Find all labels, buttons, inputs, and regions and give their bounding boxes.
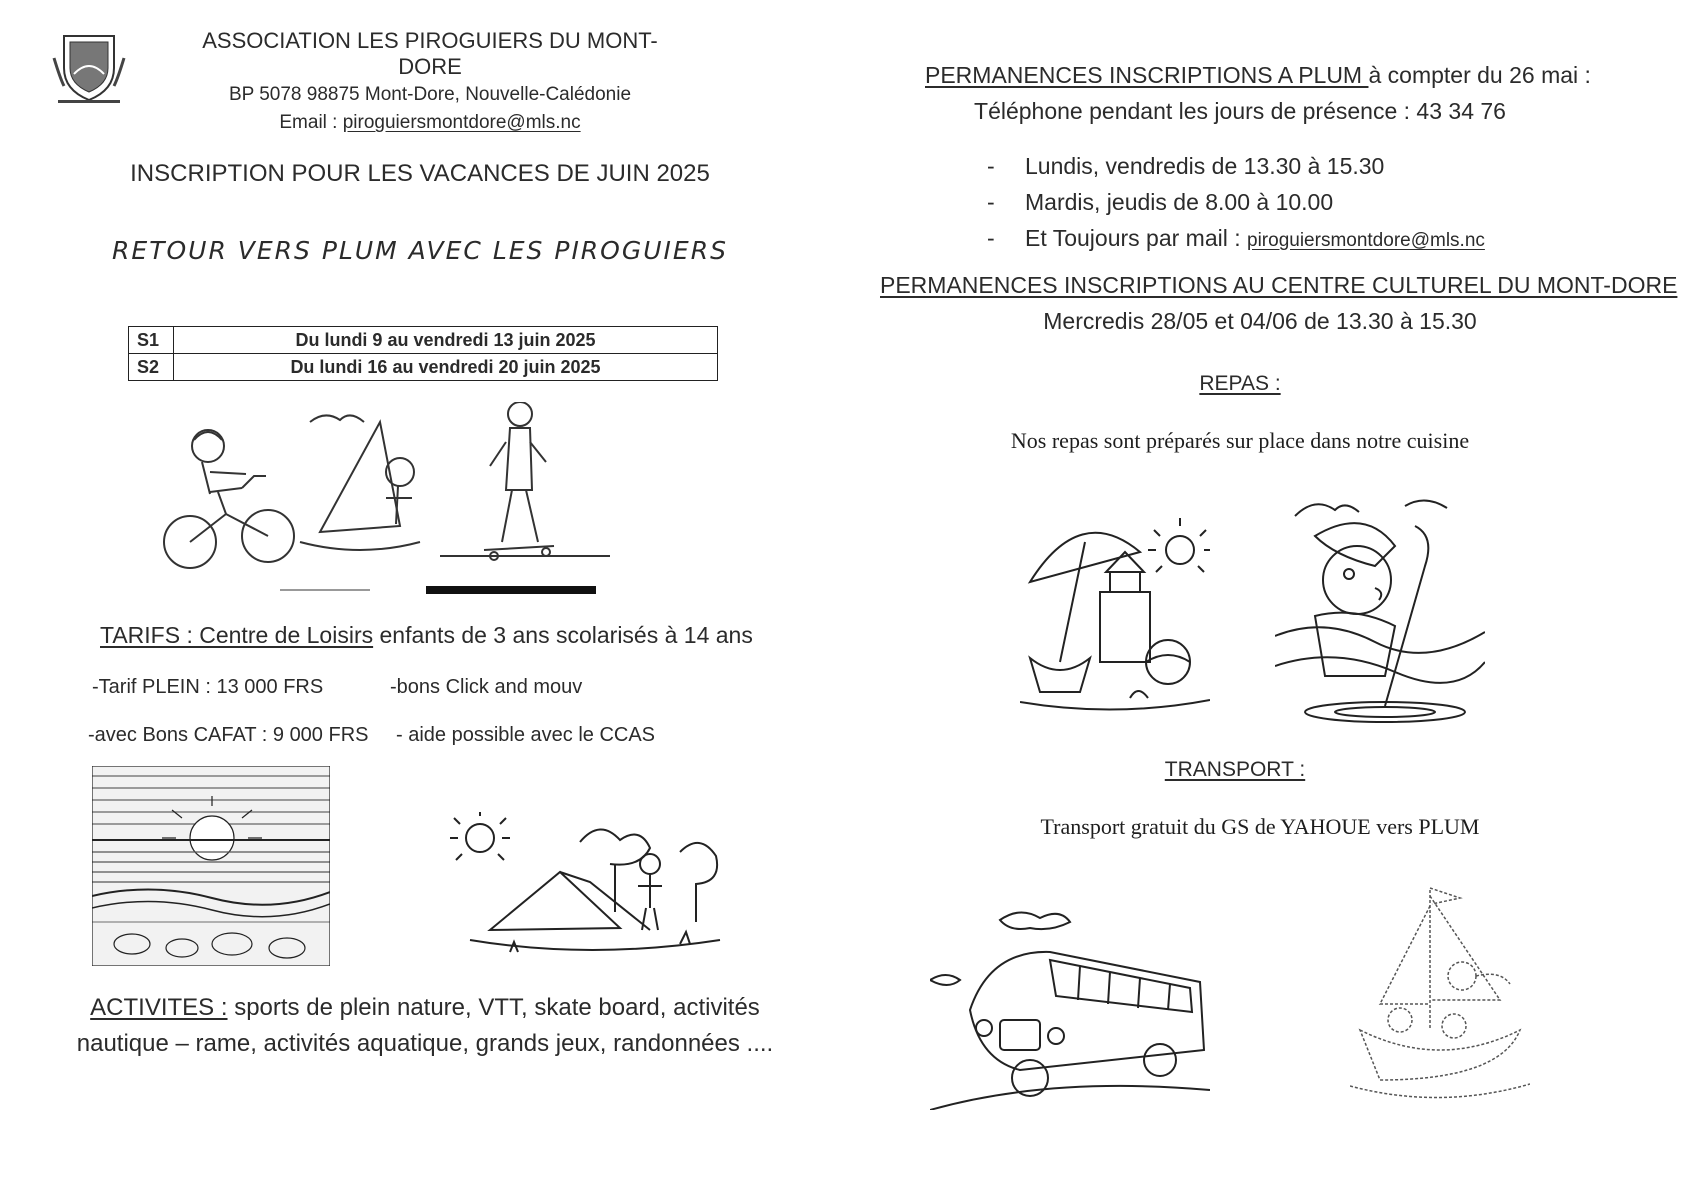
email-link[interactable]: piroguiersmontdore@mls.nc xyxy=(1247,230,1485,251)
tarif-plein: -Tarif PLEIN : 13 000 FRS xyxy=(92,676,324,698)
permanences-plum-heading: PERMANENCES INSCRIPTIONS A PLUM xyxy=(925,62,1369,88)
list-item xyxy=(987,184,1485,220)
sailboard-drawing xyxy=(300,415,420,550)
inscription-title: INSCRIPTION POUR LES VACANCES DE JUIN 2025 xyxy=(130,160,710,187)
transport-heading: TRANSPORT : xyxy=(1164,758,1306,781)
list-item-text: Lundis, vendredis de 13.30 à 15.30 xyxy=(1025,153,1385,179)
activites-heading: ACTIVITES : xyxy=(90,994,228,1021)
list-item-text: Mardis, jeudis de 8.00 à 10.00 xyxy=(1025,189,1334,215)
retour-title: RETOUR VERS PLUM AVEC LES PIROGUIERS xyxy=(112,236,728,265)
session-dates: Du lundi 16 au vendredi 20 juin 2025 xyxy=(174,354,718,381)
association-logo xyxy=(50,28,128,106)
camping-illustration xyxy=(450,812,730,962)
association-name: ASSOCIATION LES PIROGUIERS DU MONT-DORE xyxy=(202,28,658,79)
list-dash: - xyxy=(987,189,995,215)
sessions-table xyxy=(128,326,718,381)
tarif-cafat: -avec Bons CAFAT : 9 000 FRS xyxy=(88,724,369,746)
permanences-plum-start: à compter du 26 mai : xyxy=(1368,62,1591,88)
cyclist-drawing xyxy=(164,430,294,568)
table-row xyxy=(129,327,718,354)
repas-text: Nos repas sont préparés sur place dans notre cuisine xyxy=(1010,428,1470,453)
session-code: S1 xyxy=(129,327,174,354)
sunset-beach-illustration xyxy=(92,766,330,966)
table-row xyxy=(129,354,718,381)
repas-heading: REPAS : xyxy=(1199,372,1281,395)
activites-section xyxy=(60,990,790,1062)
association-email-line xyxy=(180,112,680,134)
sailboat-kids-illustration xyxy=(1350,880,1530,1100)
list-item xyxy=(987,220,1485,256)
permanences-centre-dates: Mercredis 28/05 et 04/06 de 13.30 à 15.30 xyxy=(1043,308,1477,334)
permanences-phone: Téléphone pendant les jours de présence : 43 34 76 xyxy=(974,98,1506,124)
email-link[interactable]: piroguiersmontdore@mls.nc xyxy=(342,112,581,133)
aide-ccas: - aide possible avec le CCAS xyxy=(396,724,656,746)
activites-text: sports de plein nature, VTT, skate board, activités nautique – rame, activités aquatique, grands jeux, randonnées .... xyxy=(76,994,774,1057)
tarifs-heading: TARIFS : Centre de Loisirs xyxy=(100,622,374,648)
session-dates: Du lundi 9 au vendredi 13 juin 2025 xyxy=(174,327,718,354)
list-dash: - xyxy=(987,225,995,251)
bus-illustration xyxy=(930,900,1210,1110)
list-item xyxy=(987,148,1485,184)
email-label: Email : xyxy=(279,112,343,133)
list-item-text: Et Toujours par mail : xyxy=(1025,225,1248,251)
permanences-plum-line xyxy=(925,62,1591,89)
session-code: S2 xyxy=(129,354,174,381)
tarifs-line xyxy=(100,622,753,649)
transport-text: Transport gratuit du GS de YAHOUE vers PLUM xyxy=(1040,814,1480,839)
association-address: BP 5078 98875 Mont-Dore, Nouvelle-Calédonie xyxy=(228,84,632,105)
tarifs-audience: enfants de 3 ans scolarisés à 14 ans xyxy=(373,622,753,648)
kids-activities-illustration xyxy=(150,402,620,598)
sandcastle-illustration xyxy=(1020,512,1210,722)
permanences-plum-list xyxy=(987,148,1485,256)
kid-shovel-illustration xyxy=(1275,496,1485,728)
bons-click-and-mouv: -bons Click and mouv xyxy=(390,676,583,698)
skater-drawing xyxy=(440,402,610,560)
permanences-centre-heading: PERMANENCES INSCRIPTIONS AU CENTRE CULTUREL DU MONT-DORE xyxy=(880,272,1678,298)
list-dash: - xyxy=(987,153,995,179)
